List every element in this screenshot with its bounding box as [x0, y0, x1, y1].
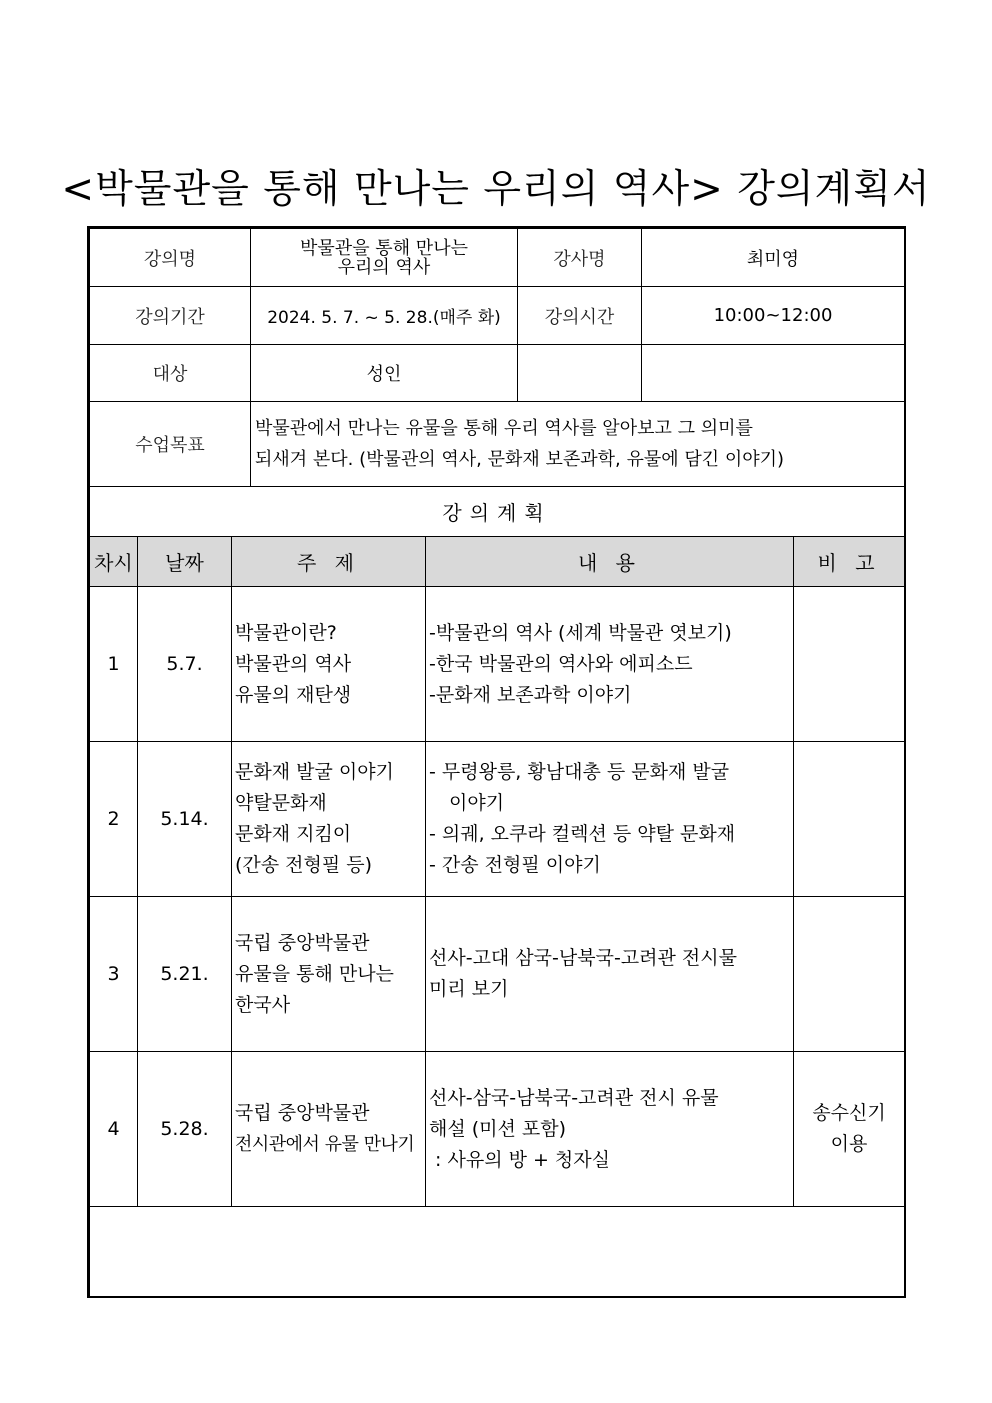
session-content	[426, 1052, 794, 1207]
session-note	[794, 742, 905, 897]
content-line: -박물관의 역사 (세계 박물관 엿보기)	[429, 621, 732, 644]
content-line: -문화재 보존과학 이야기	[429, 683, 632, 706]
topic-line: 유물을 통해 만나는	[235, 962, 394, 985]
note-line: 송수신기	[812, 1102, 886, 1124]
section-title: 강의계획	[90, 487, 905, 537]
content-line: - 의궤, 오쿠라 컬렉션 등 약탈 문화재	[429, 823, 736, 845]
session-number: 2	[90, 742, 138, 897]
topic-line: 유물의 재탄생	[235, 683, 352, 706]
content-line: - 무령왕릉, 황남대총 등 문화재 발굴	[429, 761, 730, 783]
topic-line: 국립 중앙박물관	[235, 931, 370, 954]
session-date: 5.21.	[138, 897, 232, 1052]
content-line: : 사유의 방 + 청자실	[429, 1148, 610, 1171]
session-topic	[232, 1052, 426, 1207]
header-date: 날짜	[138, 537, 232, 587]
empty-cell	[90, 1207, 905, 1297]
page-title: <박물관을 통해 만나는 우리의 역사> 강의계획서	[61, 167, 931, 212]
content-line: 선사-고대 삼국-남북국-고려관 전시물	[429, 947, 737, 969]
session-topic	[232, 897, 426, 1052]
header-note: 비 고	[794, 537, 905, 587]
content-line: 미리 보기	[429, 978, 509, 1000]
content-line: - 간송 전형필 이야기	[429, 854, 601, 876]
header-content: 내 용	[426, 537, 794, 587]
session-content	[426, 742, 794, 897]
session-topic	[232, 742, 426, 897]
target-label: 대상	[90, 345, 251, 402]
topic-line: 한국사	[235, 993, 291, 1016]
topic-line: 전시관에서 유물 만나기	[235, 1134, 415, 1155]
course-name-line: 우리의 역사	[337, 256, 431, 278]
content-line: -한국 박물관의 역사와 에피소드	[429, 652, 693, 675]
topic-line: 문화재 지킴이	[235, 823, 352, 845]
table-row	[90, 587, 905, 742]
session-date: 5.28.	[138, 1052, 232, 1207]
empty-cell	[642, 345, 905, 402]
topic-line: (간송 전형필 등)	[235, 854, 373, 876]
session-note	[794, 897, 905, 1052]
session-number: 1	[90, 587, 138, 742]
session-note	[794, 1052, 905, 1207]
header-topic: 주 제	[232, 537, 426, 587]
goal-value	[251, 402, 905, 487]
session-topic	[232, 587, 426, 742]
table-row	[90, 742, 905, 897]
content-line: 선사-삼국-남북국-고려관 전시 유물	[429, 1086, 719, 1109]
topic-line: 박물관의 역사	[235, 652, 352, 675]
lecture-plan-form	[87, 226, 906, 1298]
session-content	[426, 587, 794, 742]
target-value: 성인	[251, 345, 518, 402]
topic-line: 약탈문화재	[235, 792, 327, 814]
content-line: 해설 (미션 포함)	[429, 1117, 567, 1140]
time-value: 10:00~12:00	[642, 287, 905, 345]
table-row	[90, 1052, 905, 1207]
goal-label: 수업목표	[90, 402, 251, 487]
note-line: 이용	[830, 1133, 868, 1155]
course-info-table	[89, 228, 905, 487]
period-value: 2024. 5. 7. ~ 5. 28.(매주 화)	[251, 287, 518, 345]
table-row	[90, 897, 905, 1052]
instructor-value: 최미영	[642, 229, 905, 287]
session-number: 3	[90, 897, 138, 1052]
session-date: 5.14.	[138, 742, 232, 897]
lecture-schedule-table	[89, 486, 905, 1297]
goal-line: 되새겨 본다. (박물관의 역사, 문화재 보존과학, 유물에 담긴 이야기)	[255, 449, 785, 470]
course-name-line: 박물관을 통해 만나는	[300, 237, 468, 259]
topic-line: 박물관이란?	[235, 621, 337, 644]
session-date: 5.7.	[138, 587, 232, 742]
course-name-label: 강의명	[90, 229, 251, 287]
session-note	[794, 587, 905, 742]
course-name-value	[251, 229, 518, 287]
topic-line: 국립 중앙박물관	[235, 1102, 370, 1124]
goal-line: 박물관에서 만나는 유물을 통해 우리 역사를 알아보고 그 의미를	[255, 418, 753, 439]
table-row-empty	[90, 1207, 905, 1297]
instructor-label: 강사명	[518, 229, 642, 287]
time-label: 강의시간	[518, 287, 642, 345]
session-number: 4	[90, 1052, 138, 1207]
session-content	[426, 897, 794, 1052]
topic-line: 문화재 발굴 이야기	[235, 761, 394, 783]
content-line: 이야기	[449, 792, 505, 814]
header-session: 차시	[90, 537, 138, 587]
period-label: 강의기간	[90, 287, 251, 345]
empty-cell	[518, 345, 642, 402]
